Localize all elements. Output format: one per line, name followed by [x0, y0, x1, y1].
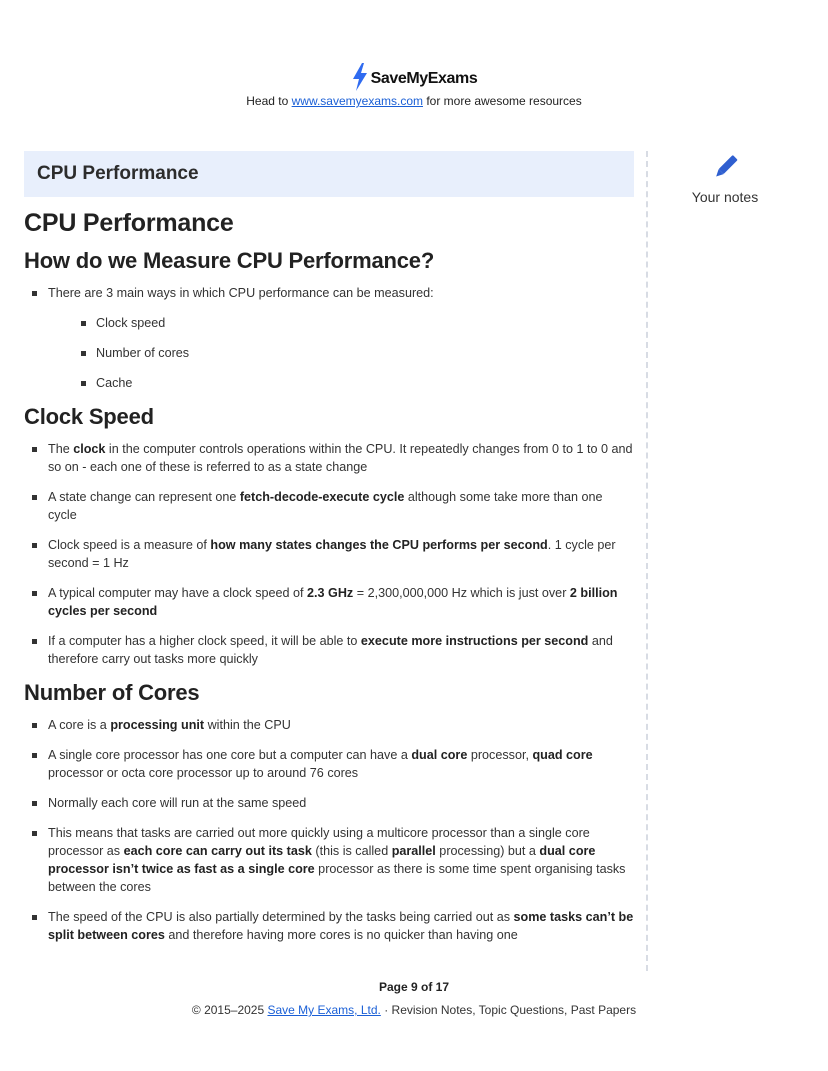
notes-divider: [646, 151, 648, 971]
page-header: [0, 64, 828, 108]
brand-logo[interactable]: [0, 64, 828, 94]
list-item: The speed of the CPU is also partially determined by the tasks being carried out as some tasks can’t be split between cores and therefore having more cores is no quicker than having one: [24, 908, 634, 944]
list-item: A typical computer may have a clock speed of 2.3 GHz = 2,300,000,000 Hz which is just over 2 billion cycles per second: [24, 584, 634, 620]
list-item: Number of cores: [48, 344, 634, 362]
page-footer: [0, 980, 828, 1017]
measure-sublist: [48, 314, 634, 392]
website-link[interactable]: www.savemyexams.com: [291, 94, 423, 108]
copyright: © 2015–2025 Save My Exams, Ltd. · Revision Notes, Topic Questions, Past Papers: [191, 1003, 637, 1017]
topic-banner: CPU Performance: [24, 151, 634, 197]
list-item: Clock speed is a measure of how many states changes the CPU performs per second. 1 cycle per second = 1 Hz: [24, 536, 634, 572]
list-item: A state change can represent one fetch-decode-execute cycle although some take more than one cycle: [24, 488, 634, 524]
brand-name: SaveMyExams: [370, 70, 478, 87]
clock-list: [24, 440, 634, 668]
list-item: The clock in the computer controls operations within the CPU. It repeatedly changes from 0 to 1 to 0 and so on - each one of these is referred to as a state change: [24, 440, 634, 476]
page-number: Page 9 of 17: [378, 980, 450, 994]
page-title: CPU Performance: [24, 209, 234, 237]
cores-list: [24, 716, 634, 944]
list-item: Clock speed: [48, 314, 634, 332]
list-item: This means that tasks are carried out more quickly using a multicore processor than a single core processor as each core can carry out its task (this is called parallel processing) but a dual core processor isn’t twice as fast as a single core processor as there is some time spent organising tasks between the cores: [24, 824, 634, 896]
tagline: Head to www.savemyexams.com for more awesome resources: [246, 94, 582, 108]
lightning-bolt-icon: [351, 63, 369, 96]
section-heading-clock: Clock Speed: [24, 404, 154, 429]
list-item: If a computer has a higher clock speed, it will be able to execute more instructions per second and therefore carry out tasks more quickly: [24, 632, 634, 668]
list-item: A core is a processing unit within the CPU: [24, 716, 634, 734]
notes-label: Your notes: [691, 189, 759, 205]
section-heading-measure: How do we Measure CPU Performance?: [24, 248, 435, 273]
list-item: Normally each core will run at the same speed: [24, 794, 634, 812]
list-item: There are 3 main ways in which CPU performance can be measured: Clock speed Number of cores Cache: [24, 284, 634, 392]
notes-panel[interactable]: [670, 152, 780, 205]
company-link[interactable]: Save My Exams, Ltd.: [267, 1003, 381, 1017]
pencil-icon: [710, 169, 740, 186]
list-item: A single core processor has one core but a computer can have a dual core processor, quad core processor or octa core processor up to around 76 cores: [24, 746, 634, 782]
list-item: Cache: [48, 374, 634, 392]
section-heading-cores: Number of Cores: [24, 680, 200, 705]
main-content: [24, 151, 634, 956]
measure-list: [24, 284, 634, 392]
